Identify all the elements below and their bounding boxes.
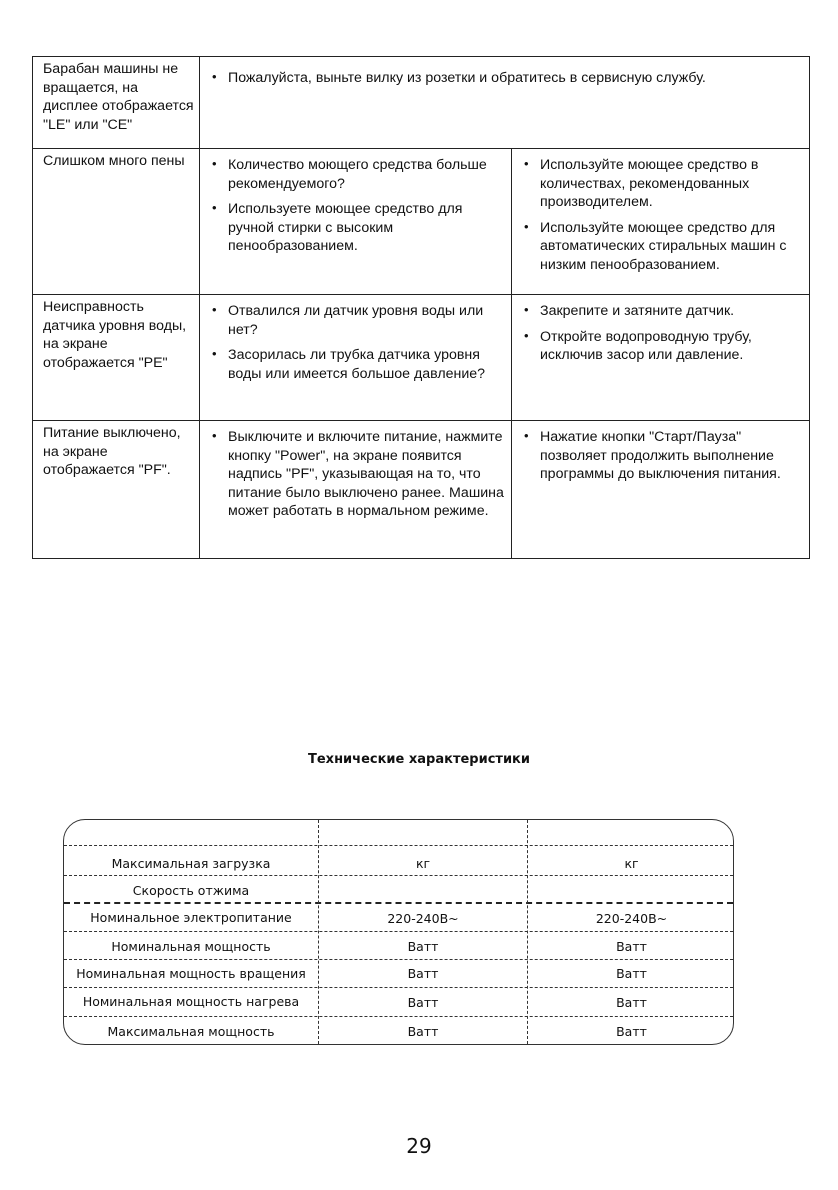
spec-value: Ватт xyxy=(407,939,439,954)
table-row xyxy=(33,57,810,149)
column-divider xyxy=(318,820,319,1044)
row-divider xyxy=(64,902,733,904)
spec-value: кг xyxy=(415,856,431,871)
list-item: • Пожалуйста, выньте вилку из розетки и обратитесь в сервисную службу. xyxy=(210,69,803,88)
list-item: • Откройте водопроводную трубу, исключив засор или давление. xyxy=(522,328,803,365)
cause-cell xyxy=(200,421,512,559)
solution-cell xyxy=(200,57,810,149)
table-row xyxy=(33,295,810,421)
list-item: • Используйте моющее средство для автоматических стиральных машин с низким пенообразованием. xyxy=(522,219,803,275)
list-item: • Количество моющего средства больше рекомендуемого? xyxy=(210,156,505,193)
page-number: 29 xyxy=(406,1134,432,1158)
spec-label: Максимальная мощность xyxy=(107,1024,275,1039)
spec-value: Ватт xyxy=(407,966,439,981)
row-divider xyxy=(64,987,733,988)
list-item: • Используйте моющее средство в количествах, рекомендованных производителем. xyxy=(522,156,803,212)
problem-cell: Слишком много пены xyxy=(33,149,200,295)
spec-value: Ватт xyxy=(616,939,647,954)
row-divider xyxy=(64,875,733,876)
spec-value: кг xyxy=(624,856,639,871)
spec-value: Ватт xyxy=(407,1024,439,1039)
row-divider xyxy=(64,1016,733,1017)
list-item: • Отвалился ли датчик уровня воды или нет? xyxy=(210,302,505,339)
troubleshooting-table xyxy=(32,56,810,559)
specs-title: Технические характеристики xyxy=(308,752,530,767)
specs-table xyxy=(63,819,734,1045)
column-divider xyxy=(527,820,528,1044)
solution-cell xyxy=(512,295,810,421)
spec-label: Номинальное электропитание xyxy=(90,910,292,925)
spec-value: 220-240В~ xyxy=(387,911,459,926)
list-item: • Закрепите и затяните датчик. xyxy=(522,302,803,321)
spec-value: 220-240В~ xyxy=(595,911,668,926)
list-item: • Выключите и включите питание, нажмите кнопку "Power", на экране появится надпись "PF", указывающая на то, что питание было выключено ранее. Машина может работать в нормальном режиме. xyxy=(210,428,505,521)
spec-value: Ватт xyxy=(407,995,439,1010)
row-divider xyxy=(64,959,733,960)
problem-cell: Барабан машины не вращается, на дисплее отображается "LE" или "CE" xyxy=(33,57,200,149)
spec-label: Номинальная мощность нагрева xyxy=(82,994,300,1009)
list-item: • Нажатие кнопки "Старт/Пауза" позволяет продолжить выполнение программы до выключения питания. xyxy=(522,428,803,484)
spec-value: Ватт xyxy=(616,966,647,981)
cause-cell xyxy=(200,295,512,421)
problem-cell: Питание выключено, на экране отображается "PF". xyxy=(33,421,200,559)
row-divider xyxy=(64,931,733,932)
row-divider xyxy=(64,845,733,846)
spec-value: Ватт xyxy=(616,1024,647,1039)
spec-label: Максимальная загрузка xyxy=(111,856,271,871)
table-row xyxy=(33,421,810,559)
table-row xyxy=(33,149,810,295)
problem-cell: Неисправность датчика уровня воды, на экране отображается "PE" xyxy=(33,295,200,421)
spec-value: Ватт xyxy=(616,995,647,1010)
solution-cell xyxy=(512,149,810,295)
cause-cell xyxy=(200,149,512,295)
solution-cell xyxy=(512,421,810,559)
spec-label: Номинальная мощность xyxy=(111,939,271,954)
list-item: • Используете моющее средство для ручной стирки с высоким пенообразованием. xyxy=(210,200,505,256)
list-item: • Засорилась ли трубка датчика уровня воды или имеется большое давление? xyxy=(210,346,505,383)
spec-label: Номинальная мощность вращения xyxy=(76,966,306,981)
spec-label: Скорость отжима xyxy=(132,883,250,898)
